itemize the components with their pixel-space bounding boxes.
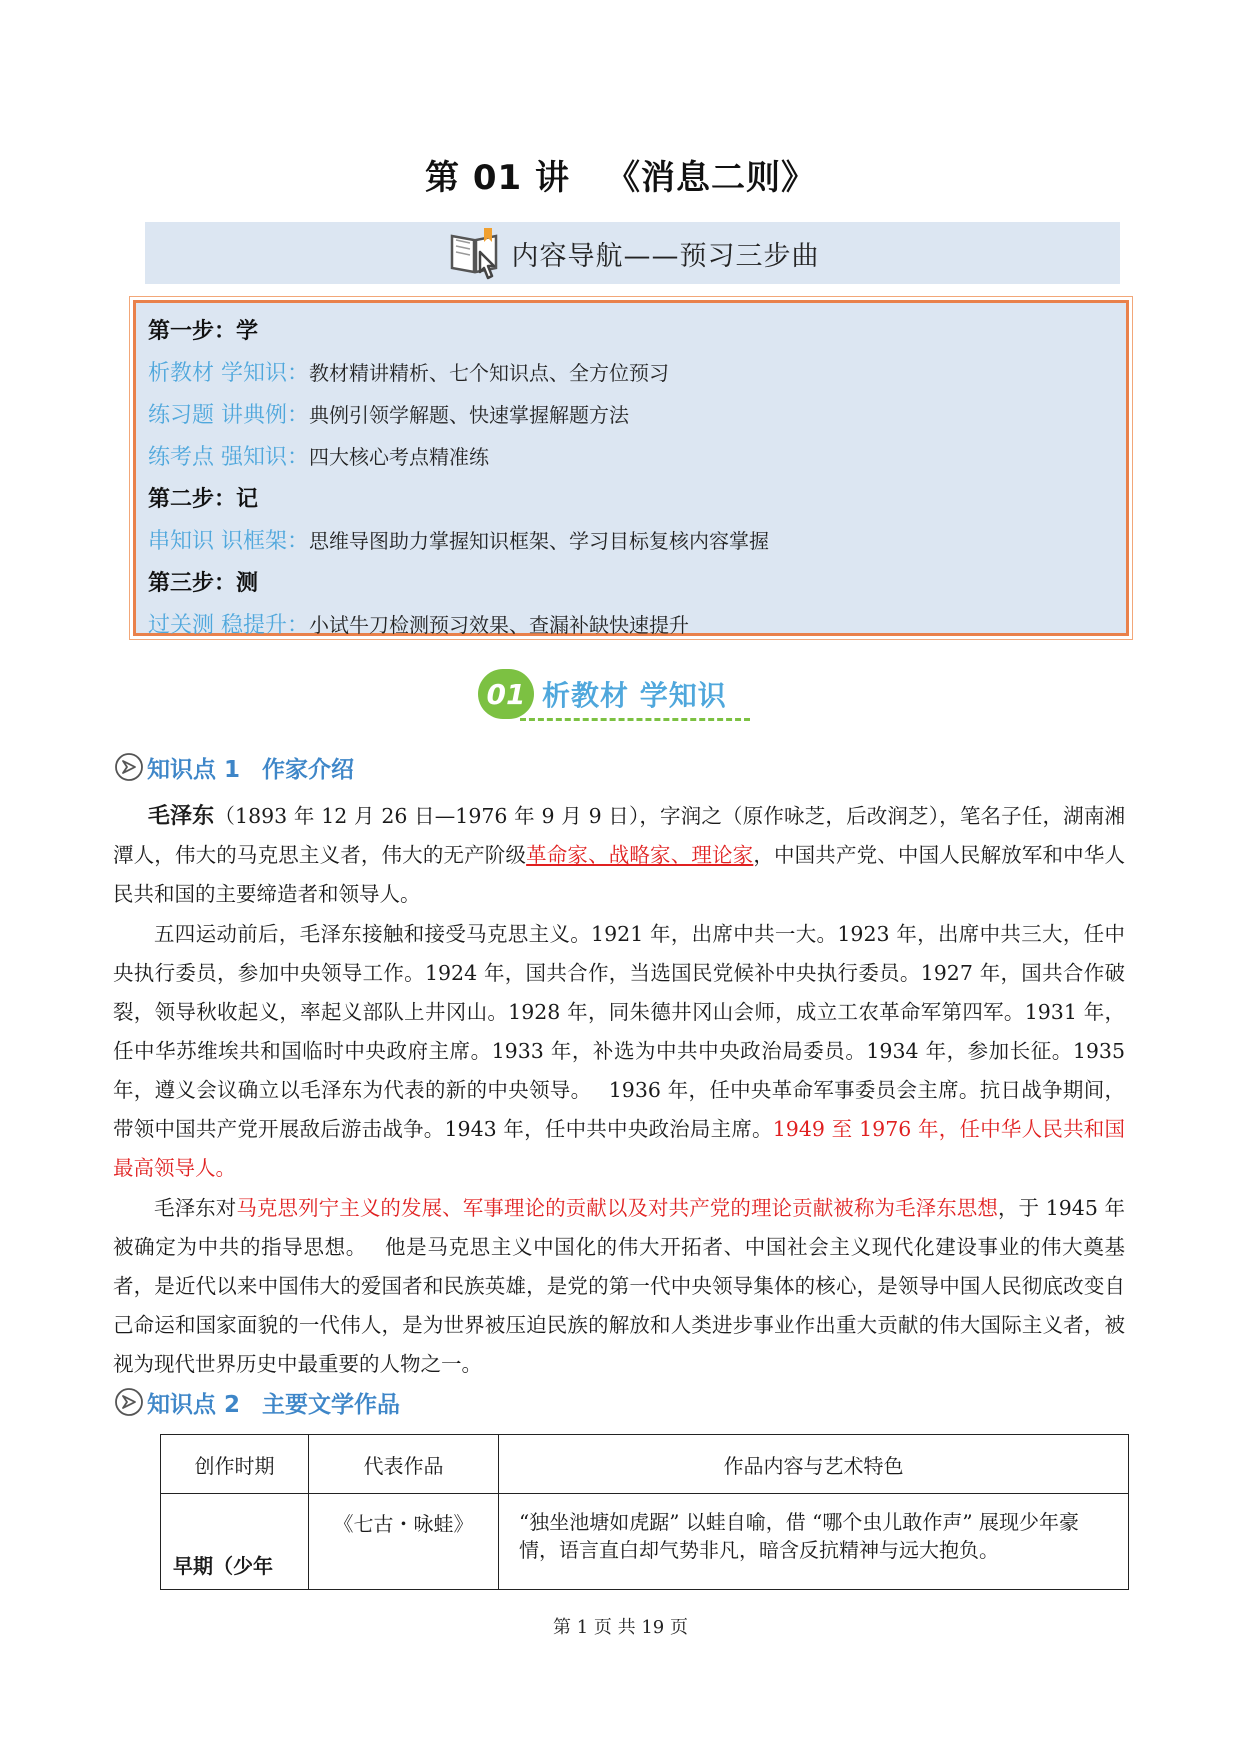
content-cell: “独坐池塘如虎踞” 以蛙自喻，借 “哪个虫儿敢作声” 展现少年豪情，语言直白却气势非凡，暗含反抗精神与远大抱负。 (499, 1494, 1129, 1590)
knowledge-point-2-heading: 知识点 2 主要文学作品 (113, 1385, 400, 1419)
step-item: 练考点 强知识：四大核心考点精准练 (148, 445, 489, 470)
highlight-text: 马克思列宁主义的发展、军事理论的贡献以及对共产党的理论贡献被称为毛泽东思想 (236, 1196, 998, 1220)
works-table (160, 1434, 1129, 1590)
step-head: 第一步：学 (148, 319, 259, 344)
author-intro-paragraph: 毛泽东（1893 年 12 月 26 日—1976 年 9 月 9 日），字润之（原作咏芝，后改润芝），笔名子任，湖南湘潭人，伟大的马克思主义者，伟大的无产阶级革命家、战略家、理论家，中国共产党、中国人民解放军和中华人民共和国的主要缔造者和领导人。 (113, 804, 1125, 906)
step-head: 第三步：测 (148, 571, 259, 596)
highlight-underlined: 革命家、战略家、理论家 (526, 843, 754, 867)
page-title (0, 150, 1241, 199)
section-divider (520, 718, 750, 721)
step-item: 串知识 识框架：思维导图助力掌握知识框架、学习目标复核内容掌握 (148, 529, 769, 554)
section-badge (478, 668, 727, 720)
circled-arrow-icon (113, 1386, 145, 1418)
table-row (161, 1494, 1129, 1590)
content-nav-banner (145, 222, 1120, 284)
section-label: 析教材 学知识 (542, 679, 727, 712)
column-header: 作品内容与艺术特色 (499, 1435, 1129, 1494)
step-head: 第二步：记 (148, 487, 259, 512)
step-item: 练习题 讲典例：典例引领学解题、快速掌握解题方法 (148, 403, 629, 428)
book-pointer-icon (446, 222, 508, 284)
column-header: 代表作品 (309, 1435, 499, 1494)
author-legacy-paragraph: 毛泽东对马克思列宁主义的发展、军事理论的贡献以及对共产党的理论贡献被称为毛泽东思想，于 1945 年被确定为中共的指导思想。 他是马克思主义中国化的伟大开拓者、中国社会主义现代化建设事业的伟大奠基者，是近代以来中国伟大的爱国者和民族英雄，是党的第一代中央领导集体的核心，是领导中国人民彻底改变自己命运和国家面貌的一代伟人，是为世界被压迫民族的解放和人类进步事业作出重大贡献的伟大国际主义者，被视为现代世界历史中最重要的人物之一。 (113, 1196, 1125, 1376)
nav-title: 内容导航——预习三步曲 (511, 240, 820, 272)
lecture-number: 第 01 讲 (425, 158, 570, 198)
section-number: 01 (478, 669, 534, 719)
three-steps-box (133, 300, 1129, 636)
work-cell: 《七古・咏蛙》 (309, 1494, 499, 1590)
lesson-title: 《消息二则》 (606, 158, 816, 198)
period-cell: 早期（少年 (161, 1494, 309, 1590)
author-biography-paragraph: 五四运动前后，毛泽东接触和接受马克思主义。1921 年，出席中共一大。1923 年，出席中共三大，任中央执行委员，参加中央领导工作。1924 年，国共合作，当选国民党候补中央执行委员。1927 年，国共合作破裂，领导秋收起义，率起义部队上井冈山。1928 年，同朱德井冈山会师，成立工农革命军第四军。1931 年，任中华苏维埃共和国临时中央政府主席。1933 年，补选为中共中央政治局委员。1934 年，参加长征。1935 年，遵义会议确立以毛泽东为代表的新的中央领导。 1936 年，任中央革命军事委员会主席。抗日战争期间，带领中国共产党开展敌后游击战争。1943 年，任中共中央政治局主席。1949 至 1976 年，任中华人民共和国最高领导人。 (113, 922, 1126, 1180)
step-item: 过关测 稳提升：小试牛刀检测预习效果、查漏补缺快速提升 (148, 613, 689, 638)
column-header: 创作时期 (161, 1435, 309, 1494)
table-header-row (161, 1435, 1129, 1494)
step-item: 析教材 学知识：教材精讲精析、七个知识点、全方位预习 (148, 361, 669, 386)
page-footer: 第 1 页 共 19 页 (553, 1617, 688, 1638)
highlight-text: 1949 至 1976 年，任中华人民共和国最高领导人。 (113, 1117, 1126, 1180)
circled-arrow-icon (113, 751, 145, 783)
knowledge-point-1-heading: 知识点 1 作家介绍 (113, 750, 354, 784)
